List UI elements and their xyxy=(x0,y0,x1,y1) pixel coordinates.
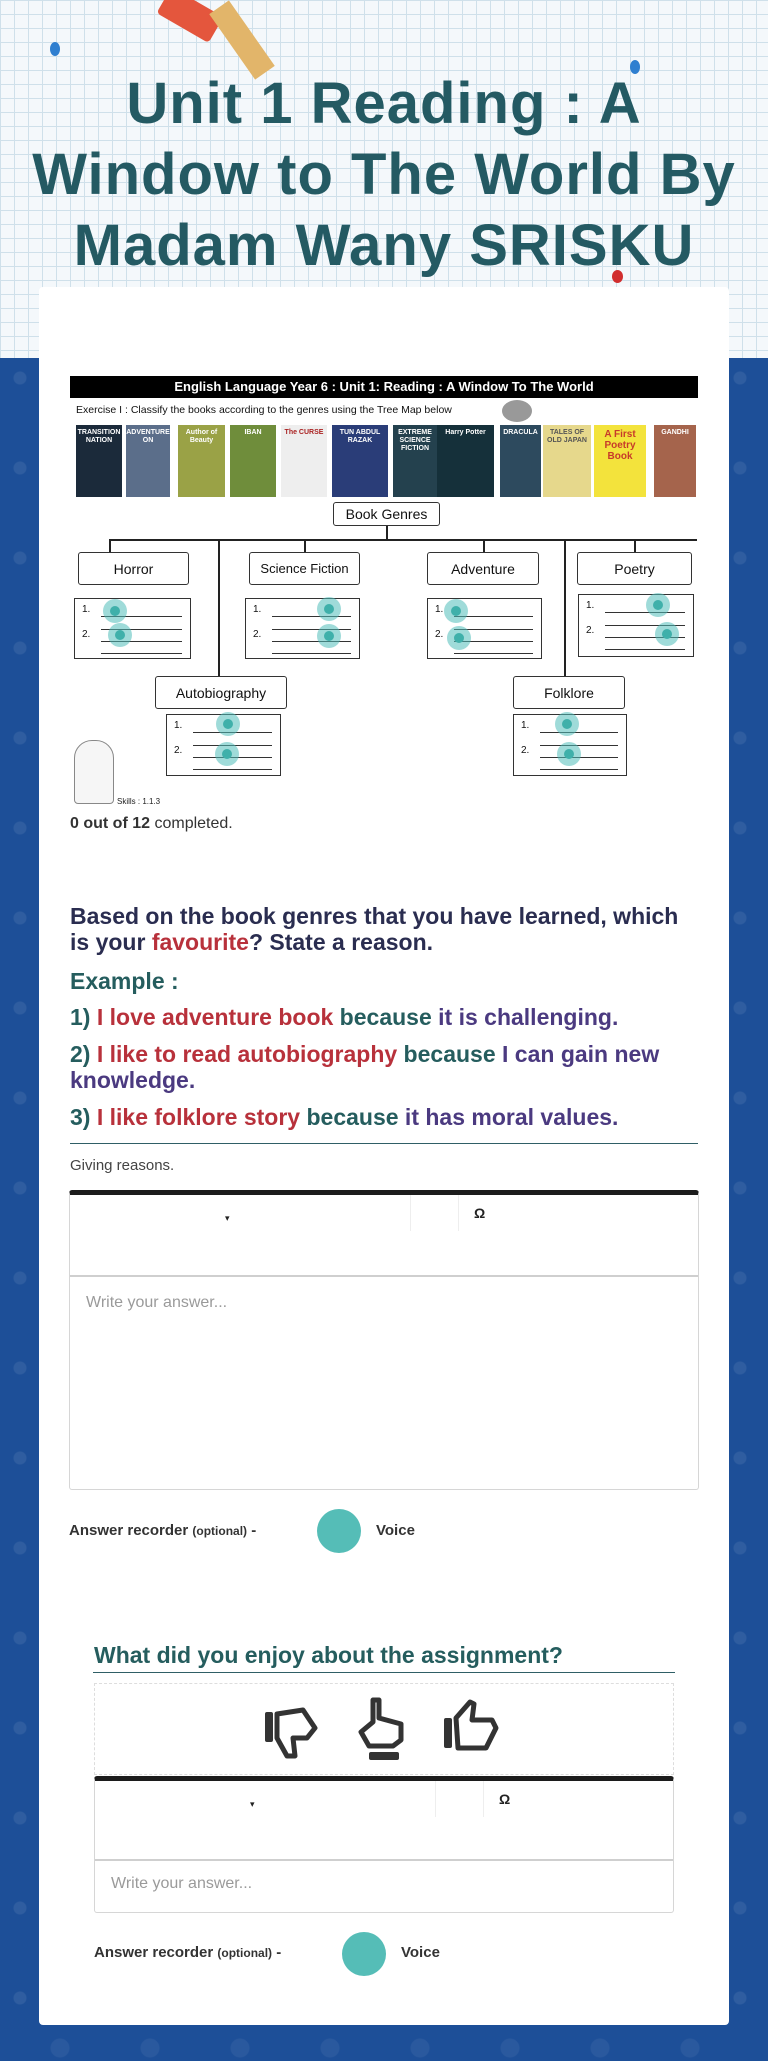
feedback-title: What did you enjoy about the assignment? xyxy=(94,1642,563,1668)
drop-target-poetry-2[interactable] xyxy=(655,622,679,646)
tree-line xyxy=(304,539,306,552)
drop-target-scifi-1[interactable] xyxy=(317,597,341,621)
editor-toolbar xyxy=(95,1781,673,1861)
book-cover: Harry Potter xyxy=(437,425,494,497)
genre-autobiography: Autobiography xyxy=(155,676,287,709)
feedback-editor xyxy=(94,1776,674,1913)
book-genres-root: Book Genres xyxy=(333,502,440,526)
special-character-button[interactable]: Ω xyxy=(499,1791,511,1807)
book-cover: EXTREME SCIENCE FICTION xyxy=(393,425,437,497)
drop-target-poetry-1[interactable] xyxy=(646,593,670,617)
pointing-hand-icon[interactable] xyxy=(355,1696,411,1762)
item-number: 1. xyxy=(521,720,530,731)
completion-suffix: completed. xyxy=(150,815,233,832)
genre-poetry: Poetry xyxy=(577,552,692,585)
item-number: 1. xyxy=(253,604,262,615)
confetti-decoration xyxy=(50,42,60,56)
feedback-input[interactable]: Write your answer... xyxy=(111,1875,253,1892)
item-number: 1. xyxy=(586,600,595,611)
example-2: 2) I like to read autobiography because I can gain new knowledge. xyxy=(70,1041,660,1093)
tree-line xyxy=(564,539,566,676)
example-heading: Example : xyxy=(70,968,179,994)
exercise-instruction: Exercise I : Classify the books according to the genres using the Tree Map below xyxy=(76,404,452,416)
answer-editor xyxy=(69,1190,699,1490)
genre-adventure: Adventure xyxy=(427,552,539,585)
genre-science-fiction: Science Fiction xyxy=(249,552,360,585)
voice-label: Voice xyxy=(376,1522,415,1539)
answer-label: Giving reasons. xyxy=(70,1157,175,1174)
item-number: 2. xyxy=(174,745,183,756)
book-cover: TALES OF OLD JAPAN xyxy=(543,425,591,497)
drop-target-folklore-1[interactable] xyxy=(555,712,579,736)
book-cover: ADVENTURE ON xyxy=(126,425,170,497)
title-line: Madam Wany SRISKU xyxy=(73,213,695,278)
item-number: 2. xyxy=(82,629,91,640)
item-number: 1. xyxy=(174,720,183,731)
format-dropdown[interactable]: ▾ xyxy=(250,1799,255,1809)
example-3: 3) I like folklore story because it has moral values. xyxy=(70,1104,619,1130)
answer-box-science-fiction xyxy=(245,598,360,659)
completion-status xyxy=(70,815,233,833)
drop-target-adventure-1[interactable] xyxy=(444,599,468,623)
item-number: 1. xyxy=(435,604,444,615)
book-cover: TRANSITION NATION xyxy=(76,425,122,497)
answer-box-horror xyxy=(74,598,191,659)
thumbs-down-icon[interactable] xyxy=(263,1702,323,1762)
example-1: 1) I love adventure book because it is challenging. xyxy=(70,1004,619,1030)
tree-line xyxy=(483,539,485,552)
kids-logo-icon xyxy=(502,400,532,422)
item-number: 2. xyxy=(435,629,444,640)
title-line: Window to The World By xyxy=(32,142,736,207)
item-number: 1. xyxy=(82,604,91,615)
record-voice-button[interactable] xyxy=(342,1932,386,1976)
item-number: 2. xyxy=(521,745,530,756)
thumbs-up-icon[interactable] xyxy=(442,1698,504,1758)
book-cover: IBAN xyxy=(230,425,276,497)
answer-recorder-label: Answer recorder (optional) - xyxy=(94,1944,282,1961)
item-number: 2. xyxy=(586,625,595,636)
book-cover: Author of Beauty xyxy=(178,425,225,497)
drop-target-horror-1[interactable] xyxy=(103,599,127,623)
prompt-text: ? State a reason. xyxy=(248,929,434,955)
item-number: 2. xyxy=(253,629,262,640)
voice-label: Voice xyxy=(401,1944,440,1961)
prompt-highlight: favourite xyxy=(151,929,249,955)
tree-line xyxy=(386,526,388,539)
drop-target-folklore-2[interactable] xyxy=(557,742,581,766)
prompt-text: Based on the book genres that you have learned, which is your xyxy=(70,903,679,955)
tree-line xyxy=(109,539,697,541)
worksheet-header: English Language Year 6 : Unit 1: Reading : A Window To The World xyxy=(70,376,698,398)
drop-target-scifi-2[interactable] xyxy=(317,624,341,648)
genre-horror: Horror xyxy=(78,552,189,585)
divider xyxy=(93,1672,675,1673)
genre-folklore: Folklore xyxy=(513,676,625,709)
completion-count: 0 out of 12 xyxy=(70,815,151,832)
book-cover: GANDHI xyxy=(654,425,696,497)
tree-line xyxy=(109,539,111,552)
tree-line xyxy=(218,539,220,676)
special-character-button[interactable]: Ω xyxy=(474,1205,486,1221)
divider xyxy=(70,1143,698,1144)
tree-line xyxy=(634,539,636,552)
question-prompt xyxy=(70,903,700,955)
reaction-panel xyxy=(94,1683,674,1775)
book-cover: The CURSE xyxy=(281,425,327,497)
answer-recorder-label: Answer recorder (optional) - xyxy=(69,1522,257,1539)
book-cover: DRACULA xyxy=(500,425,541,497)
drop-target-autobiography-1[interactable] xyxy=(216,712,240,736)
record-voice-button[interactable] xyxy=(317,1509,361,1553)
page-title xyxy=(0,68,768,281)
book-cover: TUN ABDUL RAZAK xyxy=(332,425,388,497)
drop-target-adventure-2[interactable] xyxy=(447,626,471,650)
editor-toolbar xyxy=(70,1195,698,1277)
drop-target-autobiography-2[interactable] xyxy=(215,742,239,766)
book-cover: A First Poetry Book xyxy=(594,425,646,497)
skills-label: Skills : 1.1.3 xyxy=(117,797,161,806)
answer-box-poetry xyxy=(578,594,694,657)
drop-target-horror-2[interactable] xyxy=(108,623,132,647)
format-dropdown[interactable]: ▾ xyxy=(225,1213,230,1223)
child-reading-illustration xyxy=(74,740,114,804)
answer-input[interactable]: Write your answer... xyxy=(86,1294,228,1311)
title-line: Unit 1 Reading : A xyxy=(126,71,642,136)
